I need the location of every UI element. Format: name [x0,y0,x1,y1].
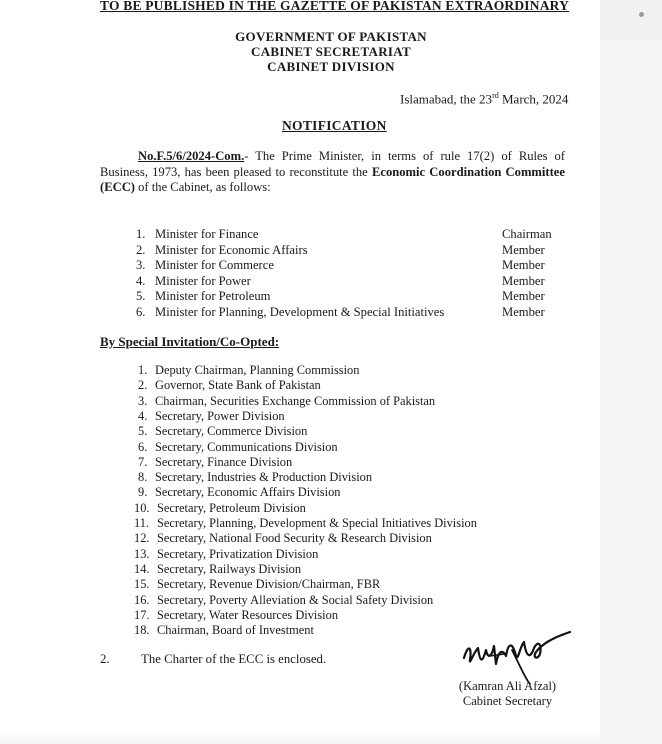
signatory-block [445,679,570,709]
invitee-number: 6. [138,439,148,454]
issue-date: Islamabad, the 23rd March, 2024 [400,91,569,107]
invitee-name: Secretary, Poverty Alleviation & Social Safety Division [157,592,434,607]
member-name: Minister for Economic Affairs [155,242,308,257]
member-number: 2. [136,242,146,257]
invitee-number: 1. [138,363,148,377]
special-invitation-heading: By Special Invitation/Co-Opted: [100,334,280,349]
viewer-corner [600,0,662,40]
invitee-number: 10. [134,500,150,515]
invitee-name: Secretary, Industries & Production Division [155,470,373,485]
invitee-number: 12. [134,531,150,546]
member-row [0,274,662,289]
member-row [0,227,662,242]
member-role: Chairman [502,227,552,241]
member-name: Minister for Petroleum [155,289,271,303]
notification-paragraph: No.F.5/6/2024-Com.- The Prime Minister, in terms of rule 17(2) of Rules of Business, 1973, has been pleased to reconstitute the Economic Coordination Committee (ECC) of the Cabinet, as follows: [100,149,565,194]
invitee-number: 14. [134,561,150,576]
invitee-name: Secretary, Privatization Division [157,546,319,561]
invitee-name: Secretary, Finance Division [155,454,293,469]
member-number: 6. [136,304,146,319]
member-role: Member [502,242,545,257]
gazette-heading: TO BE PUBLISHED IN THE GAZETTE OF PAKISTAN EXTRAORDINARY [100,0,570,13]
invitee-name: Secretary, Water Resources Division [157,607,339,622]
member-row [0,243,662,258]
invitee-number: 3. [138,393,148,408]
more-options-icon[interactable] [639,12,644,17]
invitee-name: Secretary, Planning, Development & Special Initiatives Division [157,516,477,530]
member-role: Member [502,289,545,303]
invitee-name: Secretary, Communications Division [155,439,338,454]
gov-line-2: CABINET SECRETARIAT [251,44,411,59]
invitee-name: Deputy Chairman, Planning Commission [155,363,360,377]
invitee-number: 9. [138,485,148,500]
member-name: Minister for Planning, Development & Special Initiatives [155,304,445,319]
charter-number: 2. [100,652,110,666]
invitee-number: 17. [134,607,150,622]
invitee-name: Secretary, Petroleum Division [157,500,306,515]
invitee-number: 18. [134,623,150,638]
invitee-name: Secretary, Economic Affairs Division [155,485,341,500]
member-name: Minister for Power [155,273,251,288]
invitee-number: 2. [138,378,148,393]
signatory-title: Cabinet Secretary [462,694,553,708]
signatory-name: (Kamran Ali Afzal) [458,679,557,693]
invitee-name: Secretary, Power Division [155,408,285,423]
gov-line-3: CABINET DIVISION [267,59,395,74]
page-edge-shadow [0,731,600,744]
notification-title: NOTIFICATION [282,118,387,133]
invitee-number: 13. [134,546,150,561]
invitee-name: Chairman, Securities Exchange Commission of Pakistan [155,393,436,408]
file-reference: No.F.5/6/2024-Com. [138,149,245,163]
member-name: Minister for Commerce [155,258,274,272]
member-role: Member [502,258,545,272]
member-name: Minister for Finance [155,227,259,241]
member-number: 5. [136,289,146,303]
invitee-name: Secretary, Revenue Division/Chairman, FBR [157,577,381,592]
charter-text: The Charter of the ECC is enclosed. [141,652,327,666]
invitee-number: 7. [138,454,148,469]
member-row [0,258,662,273]
invitee-name: Governor, State Bank of Pakistan [155,378,321,393]
member-row [0,289,662,304]
invitee-name: Chairman, Board of Investment [157,623,314,638]
invitee-number: 15. [134,577,150,592]
member-number: 1. [136,227,146,241]
gov-line-1: GOVERNMENT OF PAKISTAN [235,29,427,44]
handwritten-signature [460,626,580,686]
committee-name: Economic Coordination Committee (ECC) [100,164,565,194]
member-number: 3. [136,258,146,272]
member-role: Member [502,273,545,288]
invitee-name: Secretary, Railways Division [157,561,302,576]
member-number: 4. [136,273,146,288]
invitee-name: Secretary, National Food Security & Research Division [157,531,432,546]
invitee-number: 4. [138,408,148,423]
invitee-number: 11. [134,516,150,530]
member-row [0,305,662,320]
member-role: Member [502,304,545,319]
invitee-number: 5. [138,424,148,439]
invitee-number: 16. [134,592,150,607]
invitee-number: 8. [138,470,148,485]
invitee-name: Secretary, Commerce Division [155,424,308,439]
